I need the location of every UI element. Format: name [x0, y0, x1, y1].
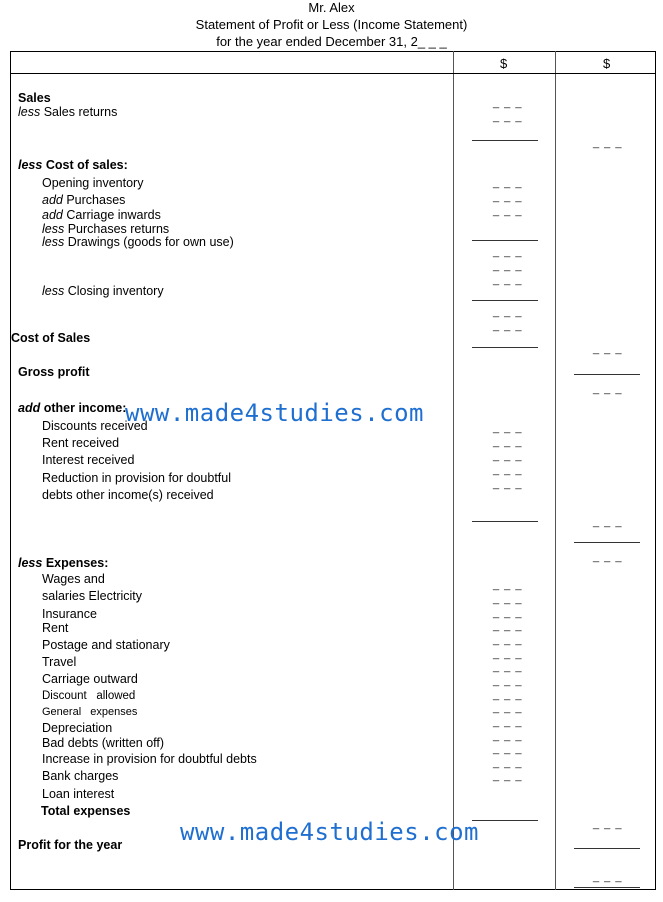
blank-amount: _ _ _ — [493, 422, 523, 434]
blank-amount: _ _ _ — [493, 436, 523, 448]
blank-amount: _ _ _ — [593, 137, 623, 149]
add-word: add — [42, 193, 63, 207]
less-word: less — [42, 222, 65, 236]
carriage-inwards-row — [42, 208, 161, 223]
reduction-provision-label: Reduction in provision for doubtful — [42, 471, 232, 485]
blank-amount: _ _ _ — [493, 320, 523, 332]
sales-returns-row — [18, 105, 117, 120]
blank-amount: _ _ _ — [493, 97, 523, 109]
expenses-heading — [18, 556, 108, 571]
subtotal-rule — [472, 140, 538, 141]
column-divider-1 — [453, 51, 454, 890]
expense-item: General expenses — [42, 706, 138, 718]
total-rule — [574, 887, 640, 888]
watermark-text: www.made4studies.com — [125, 399, 424, 427]
drawings-row — [42, 235, 234, 250]
blank-amount: _ _ _ — [493, 730, 523, 742]
blank-amount: _ _ _ — [493, 205, 523, 217]
opening-inventory-label: Opening inventory — [42, 176, 144, 190]
interest-received-label: Interest received — [42, 453, 135, 467]
blank-amount: _ _ _ — [493, 593, 523, 605]
expense-item: Insurance — [42, 607, 97, 621]
total-rule — [574, 374, 640, 375]
expense-item: Travel — [42, 655, 77, 669]
blank-amount: _ _ _ — [493, 770, 523, 782]
expense-item: Bad debts (written off) — [42, 736, 165, 750]
subtotal-rule — [472, 521, 538, 522]
subtotal-rule — [472, 347, 538, 348]
blank-amount: _ _ _ — [493, 579, 523, 591]
cos-heading-label: Cost of sales: — [45, 158, 128, 172]
closing-inventory-label: Closing inventory — [67, 284, 164, 298]
profit-for-year-label: Profit for the year — [18, 838, 123, 852]
expense-item: Carriage outward — [42, 672, 138, 686]
blank-amount: _ _ _ — [493, 757, 523, 769]
blank-amount: _ _ _ — [493, 478, 523, 490]
expense-item: Wages and — [42, 572, 105, 586]
blank-amount: _ _ _ — [493, 607, 523, 619]
expenses-heading-label: Expenses: — [45, 556, 109, 570]
less-word: less — [42, 235, 65, 249]
blank-amount: _ _ _ — [493, 716, 523, 728]
purchases-label: Purchases — [66, 193, 126, 207]
blank-amount: _ _ _ — [493, 450, 523, 462]
less-word: less — [42, 284, 65, 298]
other-income-heading — [18, 401, 126, 416]
blank-amount: _ _ _ — [593, 871, 623, 883]
blank-amount: _ _ _ — [493, 634, 523, 646]
subtotal-rule — [472, 820, 538, 821]
add-word: add — [42, 208, 63, 222]
blank-amount: _ _ _ — [493, 111, 523, 123]
add-word: add — [18, 401, 41, 415]
blank-amount: _ _ _ — [493, 689, 523, 701]
expense-item: Increase in provision for doubtful debts — [42, 752, 257, 766]
other-income-heading-label: other income: — [43, 401, 127, 415]
closing-inventory-row — [42, 284, 164, 299]
blank-amount: _ _ _ — [593, 818, 623, 830]
cost-of-sales-total-label: Cost of Sales — [11, 331, 91, 345]
blank-amount: _ _ _ — [493, 246, 523, 258]
expense-item: Bank charges — [42, 769, 119, 783]
subtotal-rule — [472, 300, 538, 301]
subtotal-rule — [472, 240, 538, 241]
sales-returns-label: Sales returns — [43, 105, 118, 119]
entity-name: Mr. Alex — [308, 0, 355, 15]
less-word: less — [18, 556, 43, 570]
blank-amount: _ _ _ — [493, 274, 523, 286]
column-divider-2 — [555, 51, 556, 890]
total-rule — [574, 848, 640, 849]
purchases-row — [42, 193, 125, 208]
blank-amount: _ _ _ — [493, 702, 523, 714]
blank-amount: _ _ _ — [493, 661, 523, 673]
other-income-received-label: debts other income(s) received — [42, 488, 214, 502]
expense-item: Rent — [42, 621, 69, 635]
expense-item: Discount allowed — [42, 690, 136, 702]
blank-amount: _ _ _ — [593, 343, 623, 355]
header-row-divider — [10, 73, 656, 74]
watermark-text: www.made4studies.com — [180, 818, 479, 846]
rent-received-label: Rent received — [42, 436, 120, 450]
blank-amount: _ _ _ — [493, 648, 523, 660]
column-header-2: $ — [603, 56, 611, 71]
blank-amount: _ _ _ — [493, 260, 523, 272]
blank-amount: _ _ _ — [493, 675, 523, 687]
blank-amount: _ _ _ — [493, 177, 523, 189]
total-rule — [574, 542, 640, 543]
expense-item: Postage and stationary — [42, 638, 170, 652]
column-header-1: $ — [500, 56, 508, 71]
less-word: less — [18, 105, 41, 119]
purchases-returns-label: Purchases returns — [67, 222, 170, 236]
drawings-label: Drawings (goods for own use) — [67, 235, 234, 249]
expense-item: salaries Electricity — [42, 589, 143, 603]
blank-amount: _ _ _ — [493, 191, 523, 203]
expense-item: Depreciation — [42, 721, 113, 735]
carriage-inwards-label: Carriage inwards — [66, 208, 161, 222]
blank-amount: _ _ _ — [593, 516, 623, 528]
total-expenses-label: Total expenses — [41, 804, 131, 818]
blank-amount: _ _ _ — [593, 383, 623, 395]
blank-amount: _ _ _ — [493, 743, 523, 755]
blank-amount: _ _ _ — [493, 464, 523, 476]
cost-of-sales-heading — [18, 158, 128, 173]
gross-profit-label: Gross profit — [18, 365, 90, 379]
blank-amount: _ _ _ — [493, 620, 523, 632]
discounts-received-label: Discounts received — [42, 419, 148, 433]
less-word: less — [18, 158, 43, 172]
blank-amount: _ _ _ — [493, 306, 523, 318]
blank-amount: _ _ _ — [593, 551, 623, 563]
statement-title: Statement of Profit or Less (Income Statement) — [195, 17, 468, 32]
statement-period: for the year ended December 31, 2_ _ _ — [216, 34, 447, 49]
expense-item: Loan interest — [42, 787, 115, 801]
sales-label: Sales — [18, 91, 51, 105]
